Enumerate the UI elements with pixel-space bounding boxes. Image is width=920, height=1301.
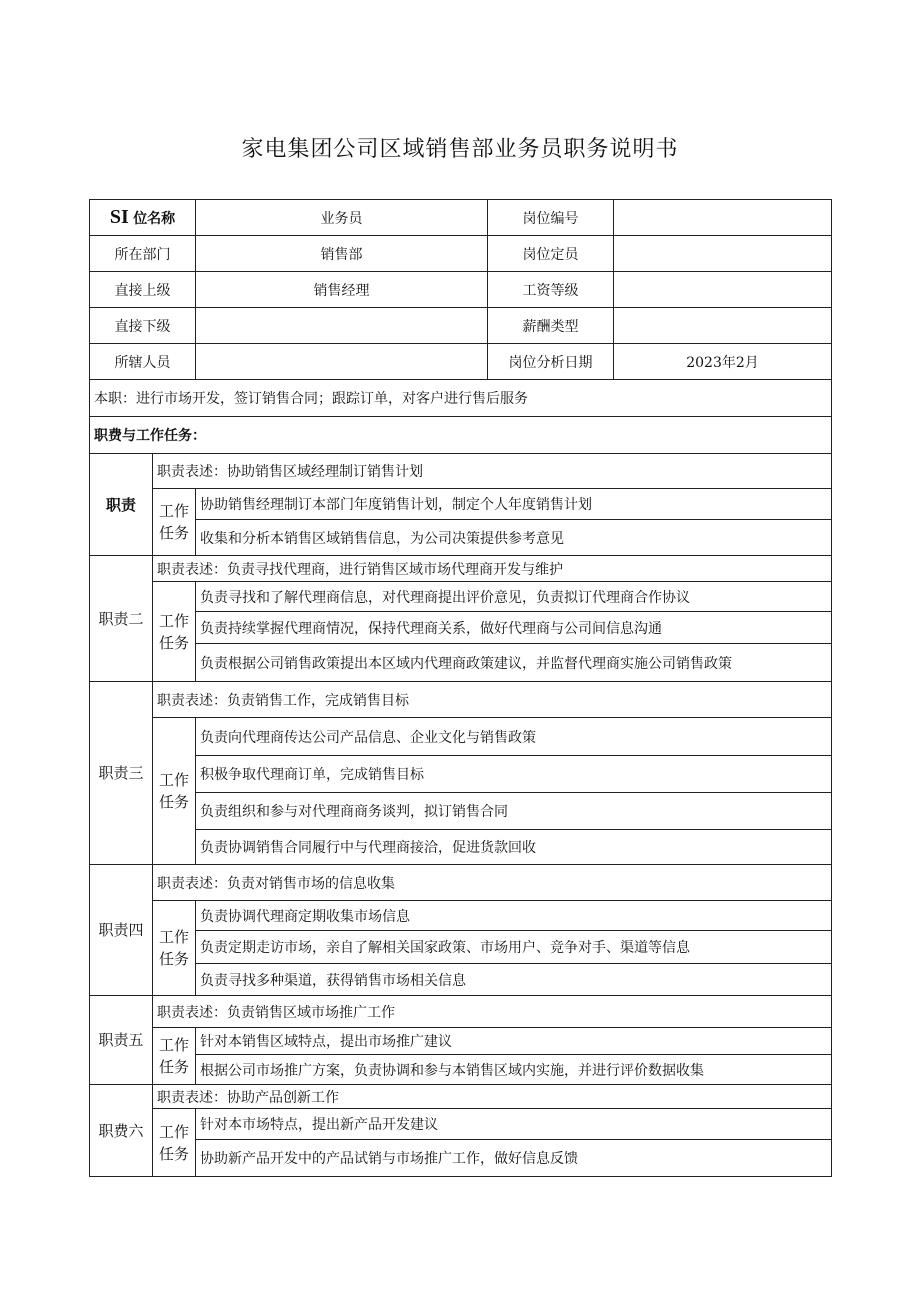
position-name-label: SI 位名称 [90, 200, 196, 236]
task-item: 负责组织和参与对代理商商务谈判，拟订销售合同 [196, 793, 832, 830]
task-row [90, 964, 832, 996]
job-summary: 本职：进行市场开发，签订销售合同；跟踪订单，对客户进行售后服务 [90, 380, 832, 417]
department-value: 销售部 [196, 236, 488, 272]
task-row [90, 1028, 832, 1055]
duty-label: 职责二 [90, 556, 153, 682]
task-row [90, 718, 832, 756]
task-row [90, 793, 832, 830]
duty-description: 职责表述：负责对销售市场的信息收集 [153, 865, 832, 901]
analysis-date-value: 2023年2月 [614, 344, 832, 380]
task-item: 针对本销售区域特点，提出市场推广建议 [196, 1028, 832, 1055]
task-row [90, 756, 832, 793]
position-name-value: 业务员 [196, 200, 488, 236]
task-item: 负责协调销售合同履行中与代理商接洽，促进货款回收 [196, 830, 832, 865]
superior-value: 销售经理 [196, 272, 488, 308]
task-row [90, 1140, 832, 1177]
staff-label: 所辖人员 [90, 344, 196, 380]
task-item: 负责根据公司销售政策提出本区域内代理商政策建议，并监督代理商实施公司销售政策 [196, 644, 832, 682]
duty-label: 职费六 [90, 1085, 153, 1177]
info-row-superior [90, 272, 832, 308]
task-row [90, 931, 832, 964]
info-row-subordinate [90, 308, 832, 344]
duty-description: 职责表述：协助产品创新工作 [153, 1085, 832, 1109]
department-label: 所在部门 [90, 236, 196, 272]
task-label: 工作任务 [153, 901, 196, 996]
position-code-label: 岗位编号 [488, 200, 614, 236]
headcount-label: 岗位定员 [488, 236, 614, 272]
task-row [90, 1055, 832, 1085]
task-row [90, 901, 832, 931]
task-item: 负责持续掌握代理商情况，保持代理商关系，做好代理商与公司间信息沟通 [196, 612, 832, 644]
info-row-position [90, 200, 832, 236]
task-item: 根据公司市场推广方案，负责协调和参与本销售区域内实施，并进行评价数据收集 [196, 1055, 832, 1085]
duty-row [90, 1085, 832, 1109]
task-row [90, 1109, 832, 1140]
task-row [90, 520, 832, 556]
task-label: 工作任务 [153, 718, 196, 865]
duty-row [90, 865, 832, 901]
duty-row [90, 996, 832, 1028]
duty-label: 职责三 [90, 682, 153, 865]
salary-grade-label: 工资等级 [488, 272, 614, 308]
duty-label: 职责四 [90, 865, 153, 996]
task-item: 负责寻找多种渠道，获得销售市场相关信息 [196, 964, 832, 996]
info-row-staff [90, 344, 832, 380]
salary-grade-value [614, 272, 832, 308]
task-label: 工作任务 [153, 582, 196, 682]
duties-heading-row [90, 417, 832, 454]
task-item: 负责协调代理商定期收集市场信息 [196, 901, 832, 931]
task-item: 协助销售经理制订本部门年度销售计划，制定个人年度销售计划 [196, 489, 832, 520]
task-item: 积极争取代理商订单，完成销售目标 [196, 756, 832, 793]
duty-description: 职责表述：协助销售区域经理制订销售计划 [153, 454, 832, 489]
duty-row [90, 556, 832, 582]
task-row [90, 582, 832, 612]
task-item: 负责定期走访市场，亲自了解相关国家政策、市场用户、竞争对手、渠道等信息 [196, 931, 832, 964]
task-label: 工作任务 [153, 489, 196, 556]
duties-heading: 职费与工作任务： [90, 417, 832, 454]
pay-type-value [614, 308, 832, 344]
task-label: 工作任务 [153, 1028, 196, 1085]
duty-label: 职责 [90, 454, 153, 556]
task-item: 收集和分析本销售区域销售信息，为公司决策提供参考意见 [196, 520, 832, 556]
duty-row [90, 454, 832, 489]
summary-row [90, 380, 832, 417]
duty-label: 职责五 [90, 996, 153, 1085]
task-row [90, 830, 832, 865]
task-item: 负责向代理商传达公司产品信息、企业文化与销售政策 [196, 718, 832, 756]
task-label: 工作任务 [153, 1109, 196, 1177]
job-description-table [89, 199, 832, 1177]
duty-description: 职责表述：负责销售工作，完成销售目标 [153, 682, 832, 718]
task-item: 协助新产品开发中的产品试销与市场推广工作，做好信息反馈 [196, 1140, 832, 1177]
task-item: 负责寻找和了解代理商信息，对代理商提出评价意见，负责拟订代理商合作协议 [196, 582, 832, 612]
position-code-value [614, 200, 832, 236]
document-title: 家电集团公司区域销售部业务员职务说明书 [241, 137, 679, 162]
superior-label: 直接上级 [90, 272, 196, 308]
task-row [90, 644, 832, 682]
info-row-department [90, 236, 832, 272]
task-row [90, 612, 832, 644]
duty-description: 职责表述：负责销售区域市场推广工作 [153, 996, 832, 1028]
headcount-value [614, 236, 832, 272]
task-row [90, 489, 832, 520]
duty-row [90, 682, 832, 718]
subordinate-value [196, 308, 488, 344]
pay-type-label: 薪酬类型 [488, 308, 614, 344]
analysis-date-label: 岗位分析日期 [488, 344, 614, 380]
staff-value [196, 344, 488, 380]
subordinate-label: 直接下级 [90, 308, 196, 344]
duty-description: 职责表述：负责寻找代理商，进行销售区域市场代理商开发与维护 [153, 556, 832, 582]
task-item: 针对本市场特点，提出新产品开发建议 [196, 1109, 832, 1140]
